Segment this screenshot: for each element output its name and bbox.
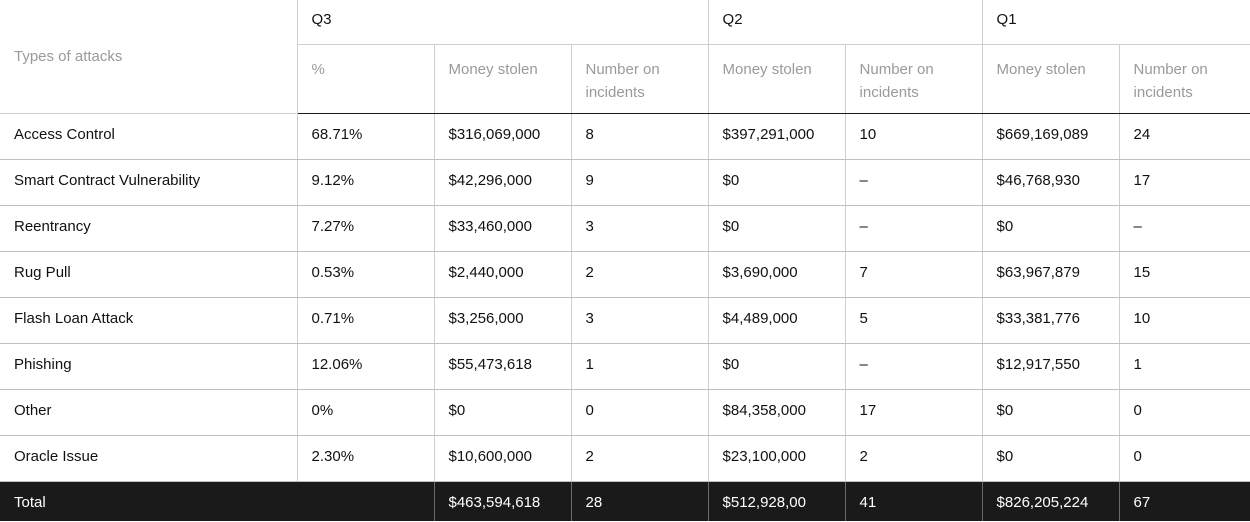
table-row bbox=[0, 251, 1250, 297]
q2-incidents-cell: 7 bbox=[845, 251, 982, 297]
q3-money-cell: $3,256,000 bbox=[434, 297, 571, 343]
q1-incidents-cell: 10 bbox=[1119, 297, 1250, 343]
table-row bbox=[0, 389, 1250, 435]
percent-header: % bbox=[297, 44, 434, 113]
q1-incidents-cell: 15 bbox=[1119, 251, 1250, 297]
q2-incidents-cell: 5 bbox=[845, 297, 982, 343]
q3-money-header: Money stolen bbox=[434, 44, 571, 113]
q1-incidents-header: Number on incidents bbox=[1119, 44, 1250, 113]
q3-money-cell: $0 bbox=[434, 389, 571, 435]
q1-incidents-cell: 24 bbox=[1119, 113, 1250, 159]
total-q2-money: $512,928,00 bbox=[708, 481, 845, 521]
table-row bbox=[0, 435, 1250, 481]
q2-money-cell: $0 bbox=[708, 343, 845, 389]
attack-type: Access Control bbox=[0, 113, 297, 159]
q3-incidents-cell: 3 bbox=[571, 205, 708, 251]
table-row bbox=[0, 113, 1250, 159]
q1-money-cell: $33,381,776 bbox=[982, 297, 1119, 343]
q1-incidents-cell: 0 bbox=[1119, 435, 1250, 481]
q1-incidents-cell: 1 bbox=[1119, 343, 1250, 389]
q2-incidents-cell: 2 bbox=[845, 435, 982, 481]
q2-incidents-cell: – bbox=[845, 343, 982, 389]
q3-incidents-cell: 2 bbox=[571, 251, 708, 297]
q1-money-cell: $46,768,930 bbox=[982, 159, 1119, 205]
q3-incidents-cell: 9 bbox=[571, 159, 708, 205]
q1-money-cell: $0 bbox=[982, 205, 1119, 251]
total-q2-incidents: 41 bbox=[845, 481, 982, 521]
percent-cell: 0% bbox=[297, 389, 434, 435]
attack-type: Oracle Issue bbox=[0, 435, 297, 481]
q2-money-cell: $4,489,000 bbox=[708, 297, 845, 343]
total-row bbox=[0, 481, 1250, 521]
q2-incidents-cell: – bbox=[845, 205, 982, 251]
table-row bbox=[0, 297, 1250, 343]
q2-money-cell: $3,690,000 bbox=[708, 251, 845, 297]
q2-money-cell: $84,358,000 bbox=[708, 389, 845, 435]
percent-cell: 12.06% bbox=[297, 343, 434, 389]
types-of-attacks-header: Types of attacks bbox=[0, 0, 297, 113]
q2-money-cell: $0 bbox=[708, 159, 845, 205]
q3-incidents-cell: 8 bbox=[571, 113, 708, 159]
table-row bbox=[0, 205, 1250, 251]
attack-type: Reentrancy bbox=[0, 205, 297, 251]
q1-money-cell: $12,917,550 bbox=[982, 343, 1119, 389]
q1-money-cell: $63,967,879 bbox=[982, 251, 1119, 297]
attack-type: Smart Contract Vulnerability bbox=[0, 159, 297, 205]
q3-incidents-header: Number on incidents bbox=[571, 44, 708, 113]
q3-money-cell: $2,440,000 bbox=[434, 251, 571, 297]
attack-type: Flash Loan Attack bbox=[0, 297, 297, 343]
q3-money-cell: $55,473,618 bbox=[434, 343, 571, 389]
total-q3-money: $463,594,618 bbox=[434, 481, 571, 521]
percent-cell: 68.71% bbox=[297, 113, 434, 159]
percent-cell: 0.53% bbox=[297, 251, 434, 297]
percent-cell: 7.27% bbox=[297, 205, 434, 251]
q2-money-header: Money stolen bbox=[708, 44, 845, 113]
quarter-header-q2: Q2 bbox=[708, 0, 982, 44]
q1-incidents-cell: 17 bbox=[1119, 159, 1250, 205]
q2-incidents-cell: 10 bbox=[845, 113, 982, 159]
q3-incidents-cell: 3 bbox=[571, 297, 708, 343]
percent-cell: 9.12% bbox=[297, 159, 434, 205]
q1-money-cell: $0 bbox=[982, 435, 1119, 481]
q2-incidents-cell: 17 bbox=[845, 389, 982, 435]
q2-money-cell: $397,291,000 bbox=[708, 113, 845, 159]
q3-incidents-cell: 0 bbox=[571, 389, 708, 435]
q3-incidents-cell: 1 bbox=[571, 343, 708, 389]
q1-incidents-cell: – bbox=[1119, 205, 1250, 251]
attack-type: Phishing bbox=[0, 343, 297, 389]
q2-money-cell: $23,100,000 bbox=[708, 435, 845, 481]
q3-money-cell: $33,460,000 bbox=[434, 205, 571, 251]
total-q3-incidents: 28 bbox=[571, 481, 708, 521]
table-row bbox=[0, 343, 1250, 389]
q1-money-cell: $0 bbox=[982, 389, 1119, 435]
attack-type: Other bbox=[0, 389, 297, 435]
percent-cell: 2.30% bbox=[297, 435, 434, 481]
percent-cell: 0.71% bbox=[297, 297, 434, 343]
table-row bbox=[0, 159, 1250, 205]
q2-incidents-header: Number on incidents bbox=[845, 44, 982, 113]
quarter-header-row bbox=[0, 0, 1250, 44]
q2-money-cell: $0 bbox=[708, 205, 845, 251]
quarter-header-q1: Q1 bbox=[982, 0, 1250, 44]
total-q1-incidents: 67 bbox=[1119, 481, 1250, 521]
q1-incidents-cell: 0 bbox=[1119, 389, 1250, 435]
q3-money-cell: $42,296,000 bbox=[434, 159, 571, 205]
attack-type: Rug Pull bbox=[0, 251, 297, 297]
quarter-header-q3: Q3 bbox=[297, 0, 708, 44]
q1-money-cell: $669,169,089 bbox=[982, 113, 1119, 159]
q3-money-cell: $10,600,000 bbox=[434, 435, 571, 481]
total-percent-cell bbox=[297, 481, 434, 521]
q3-money-cell: $316,069,000 bbox=[434, 113, 571, 159]
total-q1-money: $826,205,224 bbox=[982, 481, 1119, 521]
q3-incidents-cell: 2 bbox=[571, 435, 708, 481]
q1-money-header: Money stolen bbox=[982, 44, 1119, 113]
q2-incidents-cell: – bbox=[845, 159, 982, 205]
total-label: Total bbox=[0, 481, 297, 521]
